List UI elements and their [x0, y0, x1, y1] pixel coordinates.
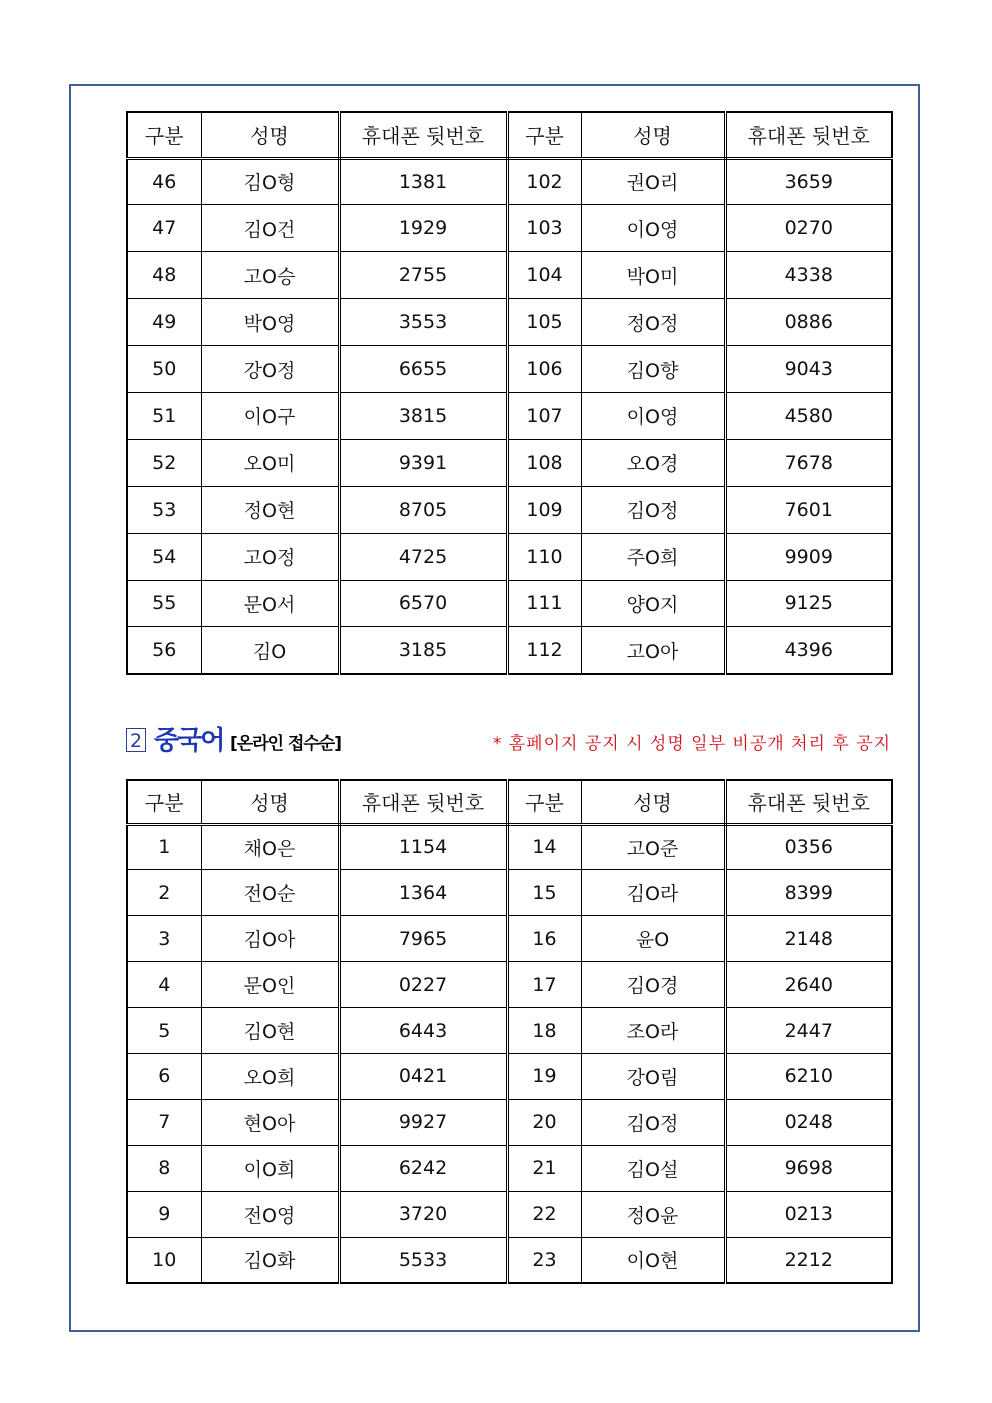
- row-number-cell: 55: [127, 580, 201, 627]
- header-cell: 구분: [127, 112, 201, 158]
- phone-suffix-cell: 0213: [725, 1191, 892, 1237]
- row-number-cell: 46: [127, 158, 201, 205]
- phone-suffix-cell: 3720: [339, 1191, 507, 1237]
- row-number-cell: 19: [507, 1053, 581, 1099]
- row-number-cell: 105: [507, 299, 581, 346]
- row-number-cell: 10: [127, 1237, 201, 1283]
- table-row: [127, 1145, 892, 1191]
- phone-suffix-cell: 0886: [725, 299, 892, 346]
- row-number-cell: 104: [507, 252, 581, 299]
- header-cell: 성명: [581, 780, 725, 824]
- name-cell: 고O승: [201, 252, 339, 299]
- header-cell: 구분: [127, 780, 201, 824]
- name-cell: 김O향: [581, 346, 725, 393]
- name-cell: 채O은: [201, 824, 339, 870]
- phone-suffix-cell: 3659: [725, 158, 892, 205]
- row-number-cell: 53: [127, 486, 201, 533]
- name-cell: 오O미: [201, 439, 339, 486]
- table-row: [127, 824, 892, 870]
- table-row: [127, 299, 892, 346]
- header-cell: 성명: [201, 112, 339, 158]
- row-number-cell: 14: [507, 824, 581, 870]
- phone-suffix-cell: 6242: [339, 1145, 507, 1191]
- phone-suffix-cell: 0356: [725, 824, 892, 870]
- table-row: [127, 580, 892, 627]
- phone-suffix-cell: 9391: [339, 439, 507, 486]
- name-cell: 오O경: [581, 439, 725, 486]
- row-number-cell: 1: [127, 824, 201, 870]
- row-number-cell: 111: [507, 580, 581, 627]
- phone-suffix-cell: 9125: [725, 580, 892, 627]
- name-cell: 김O설: [581, 1145, 725, 1191]
- name-cell: 김O아: [201, 916, 339, 962]
- name-cell: 전O순: [201, 870, 339, 916]
- row-number-cell: 4: [127, 962, 201, 1008]
- phone-suffix-cell: 6443: [339, 1008, 507, 1054]
- row-number-cell: 23: [507, 1237, 581, 1283]
- name-cell: 김O정: [581, 486, 725, 533]
- table-row: [127, 205, 892, 252]
- phone-suffix-cell: 9909: [725, 533, 892, 580]
- header-cell: 휴대폰 뒷번호: [725, 780, 892, 824]
- name-cell: 고O아: [581, 627, 725, 674]
- phone-suffix-cell: 2212: [725, 1237, 892, 1283]
- table-row: [127, 1053, 892, 1099]
- name-cell: 김O화: [201, 1237, 339, 1283]
- name-cell: 윤O: [581, 916, 725, 962]
- table-row: [127, 962, 892, 1008]
- phone-suffix-cell: 0270: [725, 205, 892, 252]
- name-cell: 김O현: [201, 1008, 339, 1054]
- name-cell: 고O준: [581, 824, 725, 870]
- name-cell: 김O형: [201, 158, 339, 205]
- phone-suffix-cell: 4580: [725, 392, 892, 439]
- header-cell: 휴대폰 뒷번호: [339, 780, 507, 824]
- row-number-cell: 2: [127, 870, 201, 916]
- row-number-cell: 16: [507, 916, 581, 962]
- table-row: [127, 533, 892, 580]
- phone-suffix-cell: 0421: [339, 1053, 507, 1099]
- phone-suffix-cell: 3553: [339, 299, 507, 346]
- table-row: [127, 1237, 892, 1283]
- phone-suffix-cell: 8399: [725, 870, 892, 916]
- row-number-cell: 17: [507, 962, 581, 1008]
- name-cell: 문O인: [201, 962, 339, 1008]
- header-cell: 구분: [507, 112, 581, 158]
- row-number-cell: 108: [507, 439, 581, 486]
- header-cell: 성명: [581, 112, 725, 158]
- table-row: [127, 870, 892, 916]
- row-number-cell: 15: [507, 870, 581, 916]
- table-row: [127, 158, 892, 205]
- name-cell: 현O아: [201, 1099, 339, 1145]
- row-number-cell: 50: [127, 346, 201, 393]
- phone-suffix-cell: 0227: [339, 962, 507, 1008]
- phone-suffix-cell: 9927: [339, 1099, 507, 1145]
- table-row: [127, 1191, 892, 1237]
- row-number-cell: 6: [127, 1053, 201, 1099]
- name-cell: 이O영: [581, 392, 725, 439]
- name-cell: 주O희: [581, 533, 725, 580]
- name-cell: 박O영: [201, 299, 339, 346]
- row-number-cell: 7: [127, 1099, 201, 1145]
- header-cell: 성명: [201, 780, 339, 824]
- name-cell: 문O서: [201, 580, 339, 627]
- section-subtitle: [온라인 접수순]: [230, 734, 341, 754]
- row-number-cell: 56: [127, 627, 201, 674]
- row-number-cell: 110: [507, 533, 581, 580]
- table-row: [127, 392, 892, 439]
- row-number-cell: 9: [127, 1191, 201, 1237]
- row-number-cell: 107: [507, 392, 581, 439]
- header-cell: 휴대폰 뒷번호: [339, 112, 507, 158]
- row-number-cell: 51: [127, 392, 201, 439]
- phone-suffix-cell: 5533: [339, 1237, 507, 1283]
- phone-suffix-cell: 1381: [339, 158, 507, 205]
- row-number-cell: 103: [507, 205, 581, 252]
- name-cell: 김O건: [201, 205, 339, 252]
- phone-suffix-cell: 7678: [725, 439, 892, 486]
- phone-suffix-cell: 9698: [725, 1145, 892, 1191]
- name-cell: 박O미: [581, 252, 725, 299]
- row-number-cell: 18: [507, 1008, 581, 1054]
- phone-suffix-cell: 0248: [725, 1099, 892, 1145]
- header-cell: 구분: [507, 780, 581, 824]
- phone-suffix-cell: 4338: [725, 252, 892, 299]
- name-cell: 오O희: [201, 1053, 339, 1099]
- row-number-cell: 20: [507, 1099, 581, 1145]
- name-cell: 조O라: [581, 1008, 725, 1054]
- section-title: 중국어: [154, 726, 224, 756]
- name-cell: 정O정: [581, 299, 725, 346]
- phone-suffix-cell: 9043: [725, 346, 892, 393]
- row-number-cell: 47: [127, 205, 201, 252]
- row-number-cell: 54: [127, 533, 201, 580]
- phone-suffix-cell: 7601: [725, 486, 892, 533]
- table-row: [127, 916, 892, 962]
- phone-suffix-cell: 6655: [339, 346, 507, 393]
- row-number-cell: 52: [127, 439, 201, 486]
- table-row: [127, 252, 892, 299]
- phone-suffix-cell: 7965: [339, 916, 507, 962]
- name-cell: 김O라: [581, 870, 725, 916]
- name-cell: 전O영: [201, 1191, 339, 1237]
- phone-suffix-cell: 3815: [339, 392, 507, 439]
- table-body: [127, 824, 892, 1283]
- name-cell: 이O구: [201, 392, 339, 439]
- row-number-cell: 112: [507, 627, 581, 674]
- row-number-cell: 109: [507, 486, 581, 533]
- roster-table-continued: [126, 111, 893, 675]
- table-header-row: [127, 780, 892, 824]
- name-cell: 김O정: [581, 1099, 725, 1145]
- row-number-cell: 48: [127, 252, 201, 299]
- table-body: [127, 158, 892, 674]
- table-row: [127, 627, 892, 674]
- row-number-cell: 21: [507, 1145, 581, 1191]
- row-number-cell: 8: [127, 1145, 201, 1191]
- phone-suffix-cell: 1929: [339, 205, 507, 252]
- name-cell: 강O림: [581, 1053, 725, 1099]
- section-heading: [126, 724, 891, 758]
- header-cell: 휴대폰 뒷번호: [725, 112, 892, 158]
- name-cell: 권O리: [581, 158, 725, 205]
- table-row: [127, 1099, 892, 1145]
- name-cell: 정O윤: [581, 1191, 725, 1237]
- row-number-cell: 5: [127, 1008, 201, 1054]
- phone-suffix-cell: 2148: [725, 916, 892, 962]
- table-row: [127, 439, 892, 486]
- phone-suffix-cell: 1364: [339, 870, 507, 916]
- name-cell: 정O현: [201, 486, 339, 533]
- table-header-row: [127, 112, 892, 158]
- privacy-notice: * 홈페이지 공지 시 성명 일부 비공개 처리 후 공지: [492, 734, 891, 754]
- phone-suffix-cell: 2640: [725, 962, 892, 1008]
- name-cell: 김O: [201, 627, 339, 674]
- row-number-cell: 49: [127, 299, 201, 346]
- phone-suffix-cell: 4725: [339, 533, 507, 580]
- phone-suffix-cell: 4396: [725, 627, 892, 674]
- name-cell: 이O희: [201, 1145, 339, 1191]
- row-number-cell: 102: [507, 158, 581, 205]
- table-row: [127, 486, 892, 533]
- name-cell: 양O지: [581, 580, 725, 627]
- phone-suffix-cell: 6570: [339, 580, 507, 627]
- phone-suffix-cell: 2755: [339, 252, 507, 299]
- phone-suffix-cell: 8705: [339, 486, 507, 533]
- name-cell: 이O현: [581, 1237, 725, 1283]
- name-cell: 강O정: [201, 346, 339, 393]
- table-row: [127, 346, 892, 393]
- phone-suffix-cell: 6210: [725, 1053, 892, 1099]
- row-number-cell: 3: [127, 916, 201, 962]
- phone-suffix-cell: 2447: [725, 1008, 892, 1054]
- row-number-cell: 106: [507, 346, 581, 393]
- table-row: [127, 1008, 892, 1054]
- phone-suffix-cell: 3185: [339, 627, 507, 674]
- phone-suffix-cell: 1154: [339, 824, 507, 870]
- name-cell: 이O영: [581, 205, 725, 252]
- section-number: 2: [126, 728, 146, 752]
- name-cell: 김O경: [581, 962, 725, 1008]
- row-number-cell: 22: [507, 1191, 581, 1237]
- roster-table-chinese: [126, 779, 893, 1284]
- name-cell: 고O정: [201, 533, 339, 580]
